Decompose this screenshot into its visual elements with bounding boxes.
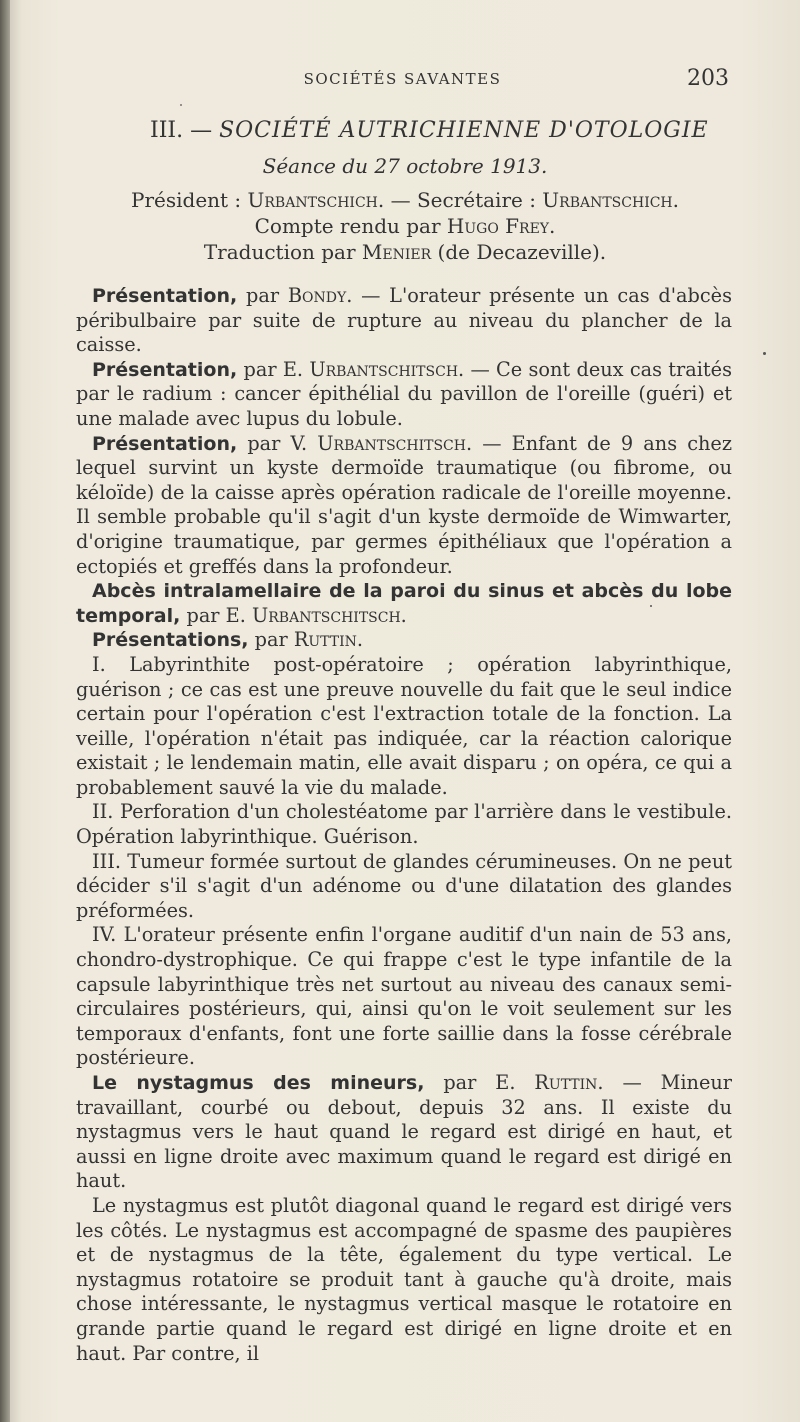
- officers-line: [75, 188, 735, 212]
- paragraph-by: par E.: [180, 603, 252, 627]
- paragraph-author: Ruttin: [293, 628, 357, 652]
- section-title: SOCIÉTÉ AUTRICHIENNE D'OTOLOGIE: [219, 118, 709, 143]
- session-date: Séance du 27 octobre 1913.: [262, 154, 548, 178]
- section-dash: —: [183, 118, 220, 143]
- paragraph-text: IV. L'orateur présente enfin l'organe auditif d'un nain de 53 ans, chondro-dystrophique. Ce qui frappe c'est le type infantile de la capsule labyrinthique très net surtout au niveau des canaux semi-circulaires postérieurs, qui, ainsi qu'on le voit seulement sur les temporaux d'enfants, font une forte saillie dans la fosse cérébrale postérieure.: [76, 923, 732, 1070]
- paragraph-by: par E.: [237, 357, 310, 381]
- paragraph: [76, 800, 732, 849]
- report-label: Compte rendu par: [254, 214, 447, 238]
- paragraph-lead: Abcès intralamellaire de la paroi du sinus et abcès du lobe temporal,: [76, 580, 732, 627]
- paragraph-by: par E.: [424, 1071, 535, 1094]
- paper-speck: [650, 605, 652, 607]
- paragraph: [76, 1071, 732, 1194]
- president-name: Urbantschich.: [247, 188, 385, 212]
- translation-place: (de Decazeville).: [431, 240, 607, 264]
- paragraph-text: . — Mineur travaillant, courbé ou debout, depuis 32 ans. Il existe du nystagmus vers le haut quand le regard est dirigé en haut, et aussi en ligne droite avec maximum quand le regard est dirigé en haut.: [76, 1071, 732, 1193]
- president-label: Président :: [131, 188, 248, 212]
- paragraph-text: I. Labyrinthite post-opératoire ; opération labyrinthique, guérison ; ce cas est une preuve nouvelle du fait que le seul indice certain pour l'opération c'est l'extraction totale de la fonction. La veille, l'opération n'était pas indiquée, car la réaction calorique existait ; le lendemain matin, elle avait disparu ; on opéra, ce qui a probablement sauvé la vie du malade.: [76, 652, 732, 799]
- running-head: [70, 66, 735, 96]
- paragraph-text: .: [400, 603, 407, 627]
- paragraph: [76, 628, 732, 653]
- section-heading: [150, 118, 710, 143]
- paragraph-text: .: [356, 628, 364, 652]
- paragraph-author: Urbantschitsch: [317, 431, 466, 455]
- section-number: III.: [150, 118, 184, 143]
- paragraph-text: Le nystagmus est plutôt diagonal quand le regard est dirigé vers les côtés. Le nystagmus est accompagné de spasme des paupières et de nystagmus de la tête, également du type vertical. Le nystagmus rotatoire se produit tant à gauche qu'à droite, mais chose intéressante, le nystagmus vertical masque le rotatoire en grande partie quand le regard est dirigé en ligne droite et en haut. Par contre, il: [76, 1193, 732, 1365]
- paragraph: [76, 1194, 732, 1366]
- paragraph-lead: Présentation,: [92, 285, 238, 307]
- page-number: 203: [687, 66, 729, 91]
- paragraph-text: . — L'orateur présente un cas d'abcès péribulbaire par suite de rupture au niveau du plancher de la caisse.: [76, 284, 732, 357]
- paragraph-author: Ruttin: [534, 1071, 598, 1094]
- report-author: Hugo Frey: [446, 214, 550, 238]
- paragraph: [76, 284, 732, 358]
- paragraph-lead: Présentations,: [92, 629, 249, 652]
- running-head-title: SOCIÉTÉS SAVANTES: [303, 70, 502, 88]
- translation-line: [75, 240, 735, 264]
- paragraph: [76, 850, 732, 924]
- paragraph-lead: Présentation,: [92, 358, 238, 381]
- book-spine-shadow: [0, 0, 10, 1422]
- translation-label: Traduction par: [203, 240, 362, 264]
- translator-name: Menier: [361, 240, 432, 264]
- paragraph-lead: Présentation,: [92, 432, 238, 455]
- secretary-name: Urbantschich.: [542, 188, 679, 212]
- paragraph-text: III. Tumeur formée surtout de glandes cérumineuses. On ne peut décider s'il s'agit d'un adénome ou d'une dilatation des glandes préformées.: [76, 849, 732, 922]
- secretary-label: — Secrétaire :: [384, 188, 543, 212]
- paragraph-author: Bondy: [287, 284, 347, 307]
- paragraph-author: Urbantschitsch: [309, 357, 459, 381]
- paragraph-by: par: [237, 284, 288, 307]
- paragraph-lead: Le nystagmus des mineurs,: [92, 1072, 425, 1094]
- paper-speck: [763, 352, 766, 355]
- report-line: [75, 214, 735, 238]
- paragraph-by: par V.: [237, 431, 318, 455]
- paragraph: [76, 358, 732, 432]
- paragraph-text: . — Ce sont deux cas traités par le radium : cancer épithélial du pavillon de l'oreille (guéri) et une malade avec lupus du lobule.: [76, 357, 732, 430]
- paragraph: [76, 579, 732, 628]
- report-end: .: [549, 214, 556, 238]
- paragraph-text: . — Enfant de 9 ans chez lequel survint un kyste dermoïde traumatique (ou fibrome, ou kéloïde) de la caisse après opération radicale de l'oreille moyenne. Il semble probable qu'il s'agit d'un kyste dermoïde de Wimwarter, d'origine traumatique, par germes épithéliaux que l'opération a ectopiés et greffés dans la profondeur.: [76, 431, 732, 578]
- paragraph-by: par: [248, 628, 294, 652]
- paragraph-author: Urbantschitsch: [252, 603, 401, 627]
- paragraph: [76, 923, 732, 1071]
- paragraph-text: II. Perforation d'un cholestéatome par l'arrière dans le vestibule. Opération labyrinthique. Guérison.: [76, 800, 732, 849]
- paragraph: [76, 432, 732, 580]
- paper-speck: [180, 104, 182, 106]
- paragraph: [76, 653, 732, 801]
- article-body: [76, 284, 732, 1366]
